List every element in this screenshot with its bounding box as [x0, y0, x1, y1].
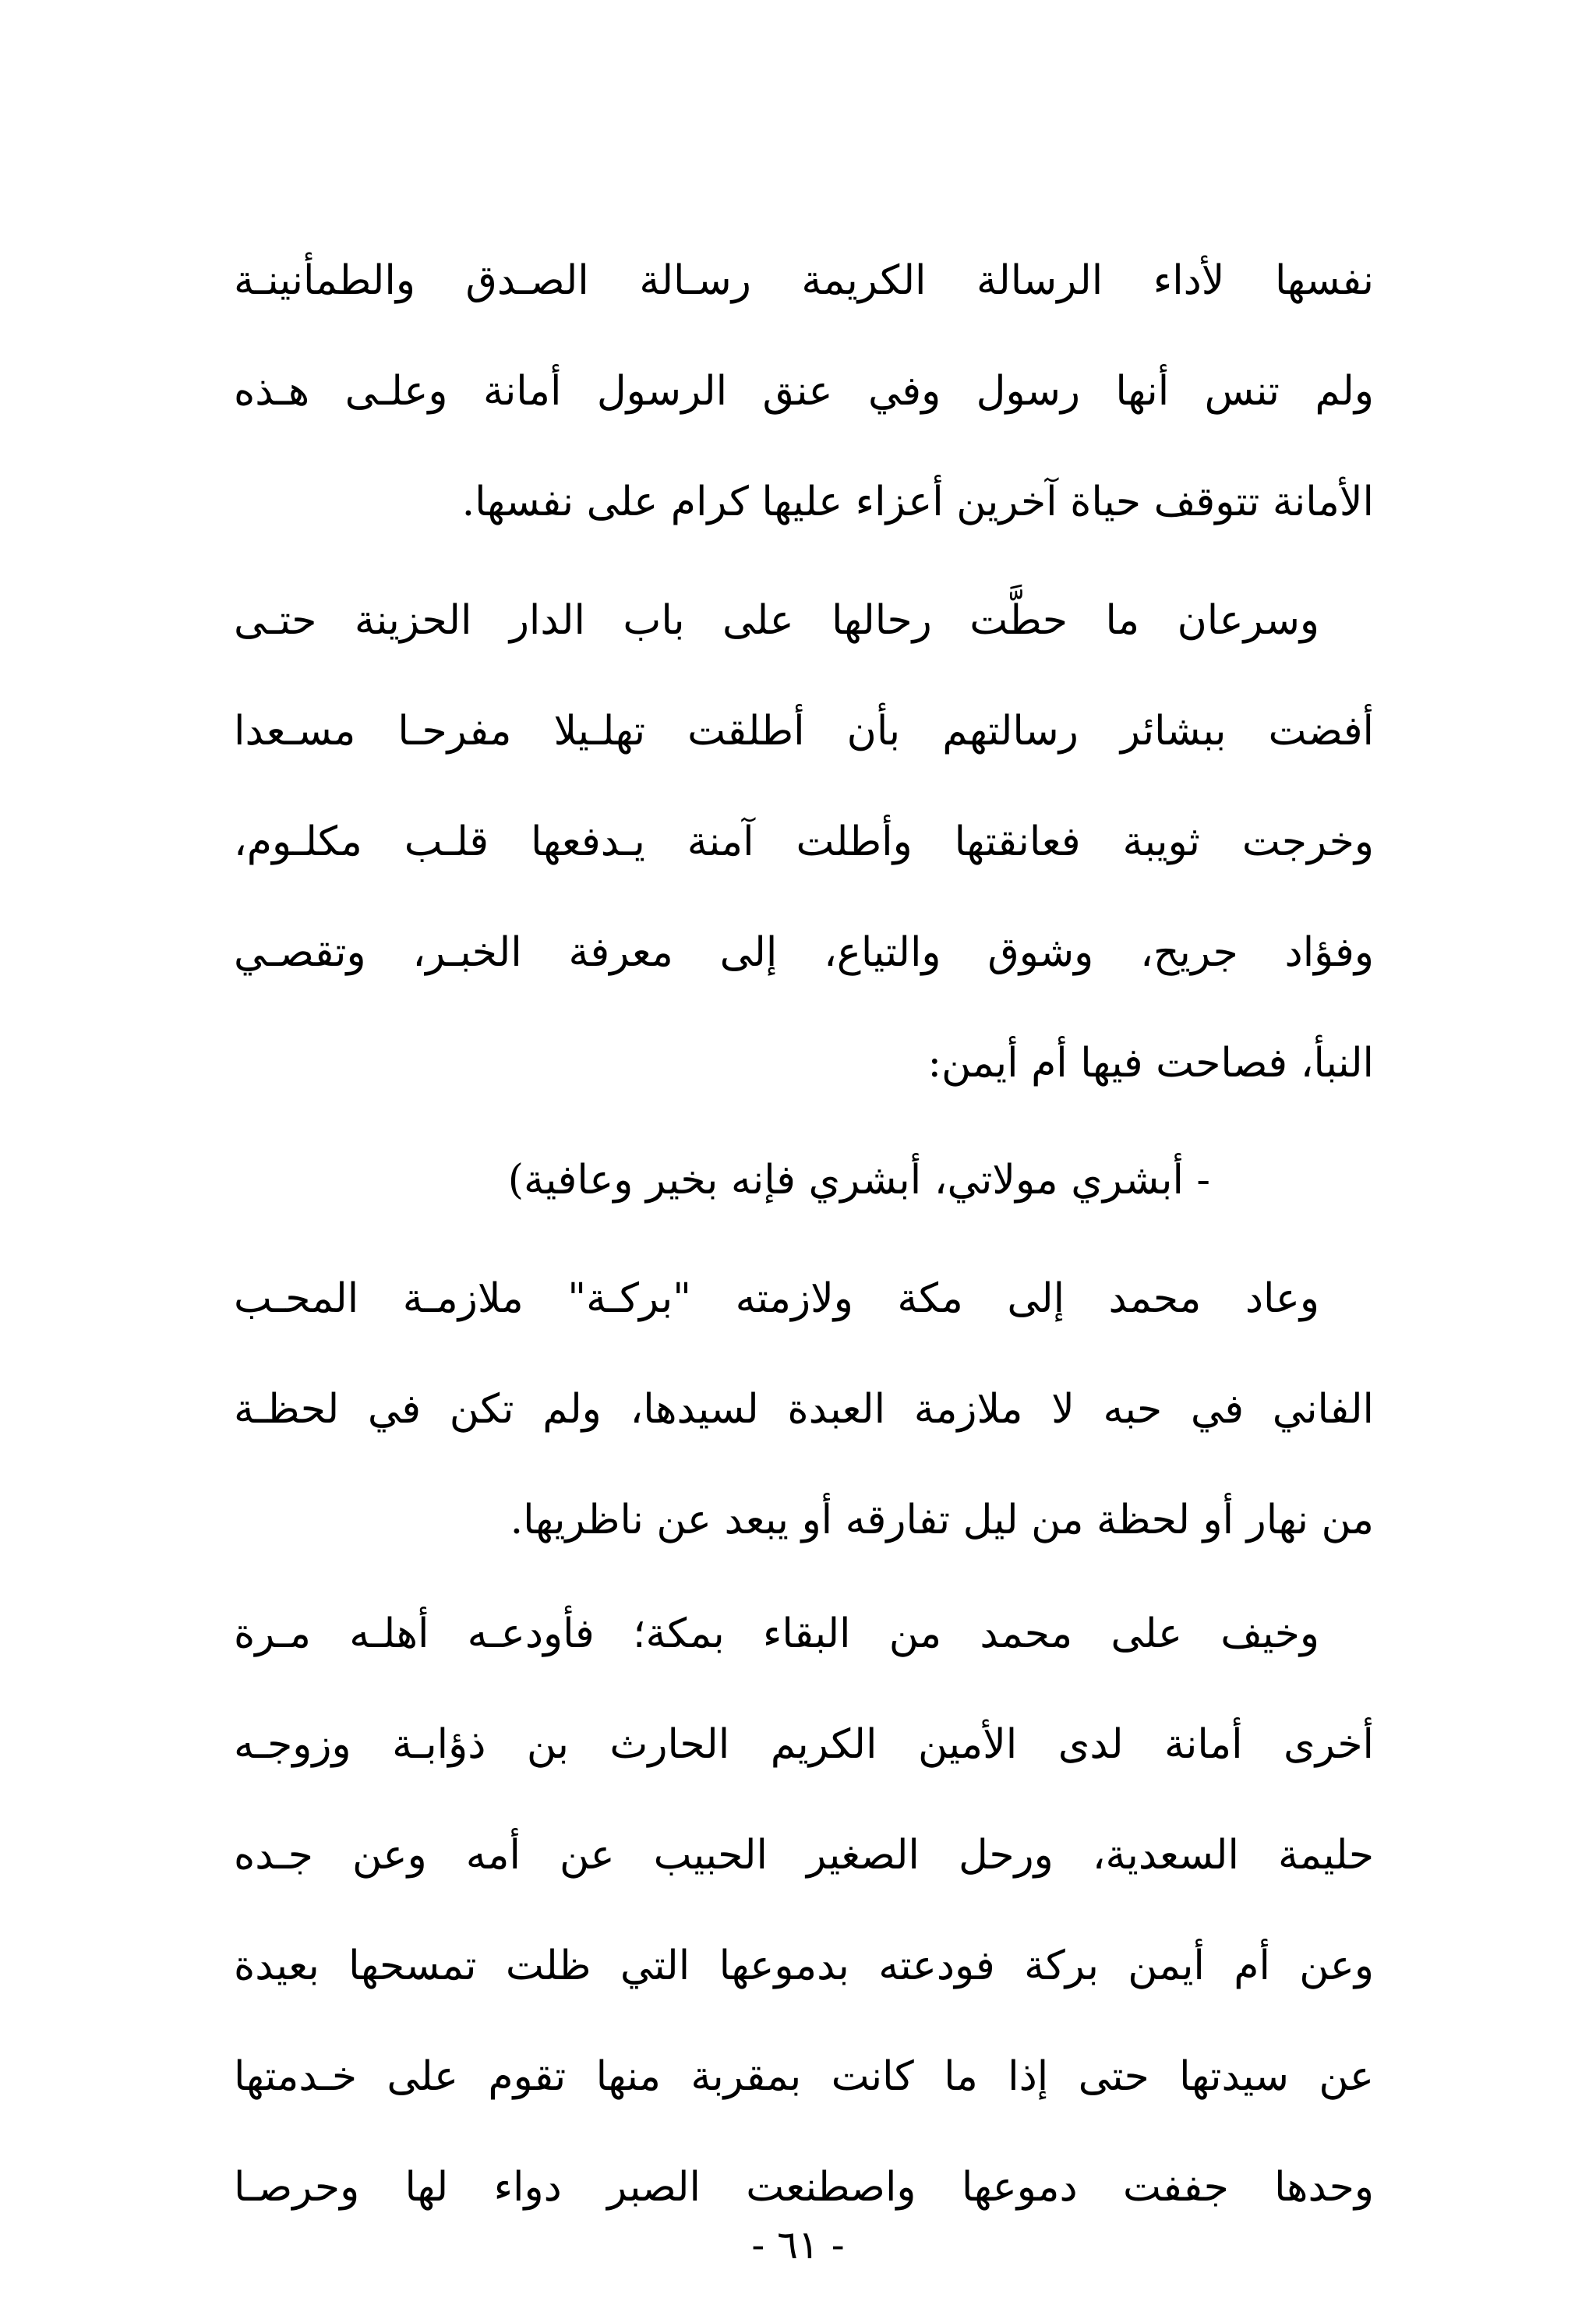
text-line: أفضت ببشائر رسالتهم بأن أطلقت تهلـيلا مفرحـا مسـعدا	[234, 708, 1374, 755]
text-line: النبأ، فصاحت فيها أم أيمن:	[927, 1040, 1374, 1087]
page-number: - ٦١ -	[751, 2222, 845, 2268]
text-line: نفسها لأداء الرسالة الكريمة رسـالة الصـدق والطمأنينـة	[234, 257, 1374, 304]
text-line: أخرى أمانة لدى الأمين الكريم الحارث بن ذؤابـة وزوجـه	[234, 1721, 1374, 1768]
text-line: وفؤاد جريح، وشوق والتياع، إلى معرفة الخبـر، وتقصـي	[234, 929, 1374, 976]
text-line: عن سيدتها حتى إذا ما كانت بمقربة منها تقوم على خـدمتها	[234, 2053, 1374, 2100]
text-line: وخيف على محمد من البقاء بمكة؛ فأودعـه أهلـه مـرة	[234, 1610, 1319, 1657]
text-line: وعاد محمد إلى مكة ولازمته "برکـة" ملازمـة المحـب	[234, 1275, 1319, 1322]
dialogue-line: - أبشري مولاتي، أبشري فإنه بخير وعافية)	[507, 1157, 1210, 1204]
text-line: ولم تنس أنها رسول وفي عنق الرسول أمانة وعلـى هـذه	[234, 368, 1374, 415]
text-line: الأمانة تتوقف حياة آخرين أعزاء عليها كرام على نفسها.	[461, 479, 1374, 525]
text-line: وحدها جففت دموعها واصطنعت الصبر دواء لها وحرصـا	[234, 2164, 1374, 2211]
text-line: وعن أم أيمن بركة فودعته بدموعها التي ظلت تمسحها بعيدة	[234, 1943, 1374, 1989]
text-line: من نهار أو لحظة من ليل تفارقه أو يبعد عن ناظريها.	[510, 1497, 1374, 1543]
text-line: الفاني في حبه لا ملازمة العبدة لسيدها، ولم تكن في لحظـة	[234, 1386, 1374, 1433]
text-line: حليمة السعدية، ورحل الصغير الحبيب عن أمه وعن جـده	[234, 1832, 1374, 1879]
text-line: وسرعان ما حطَّت رحالها على باب الدار الحزينة حتـى	[234, 597, 1319, 644]
text-line: وخرجت ثويبة فعانقتها وأطلت آمنة يـدفعها قلـب مكلـوم،	[234, 818, 1374, 865]
